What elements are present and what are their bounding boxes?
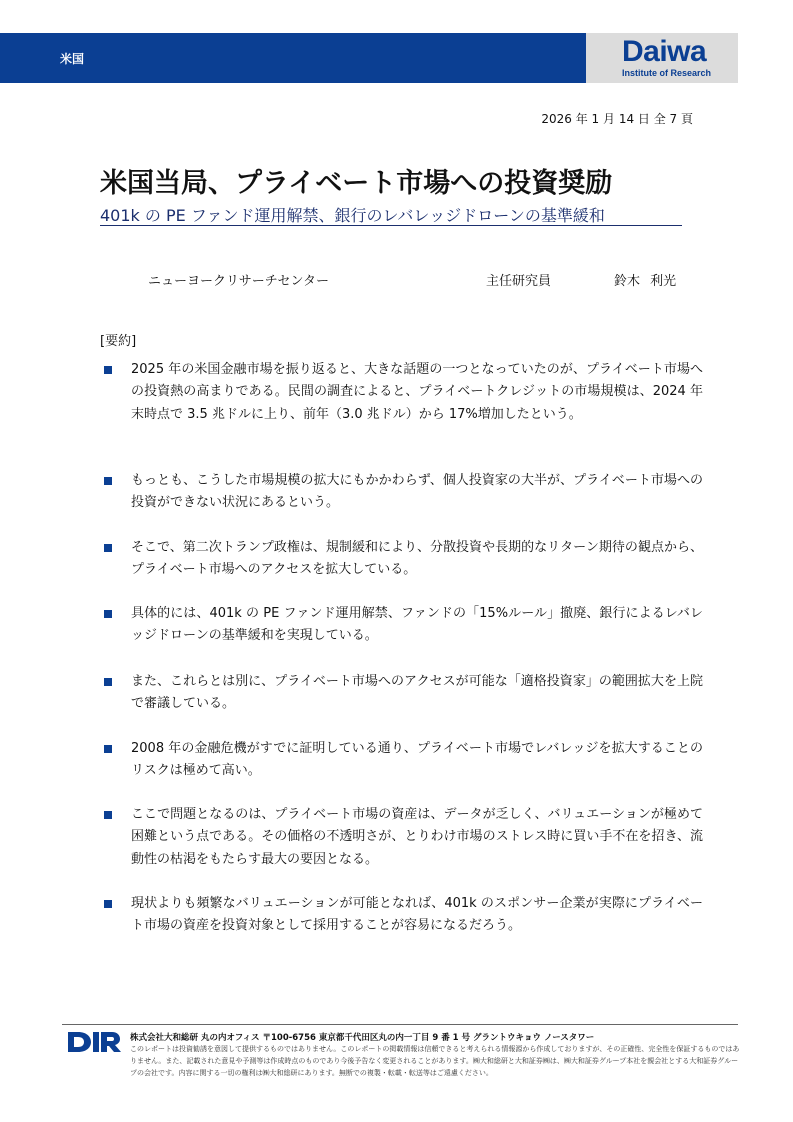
logo-subtitle: Institute of Research <box>622 68 712 78</box>
bullet-text: 2025 年の米国金融市場を振り返ると、大きな話題の一つとなっていたのが、プライベート市場への投資熱の高まりである。民間の調査によると、プライベートクレジットの市場規模は、2024 年末時点で 3.5 兆ドルに上り、前年（3.0 兆ドル）から 17%増加したという。 <box>131 362 703 422</box>
dir-logo <box>66 1031 122 1053</box>
page-title: 米国当局、プライベート市場への投資奨励 <box>100 168 613 199</box>
bullet-square-icon <box>104 745 112 753</box>
footer-disclaimer: このレポートは投資勧誘を意図して提供するものではありません。このレポートの掲載情報は信頼できると考えられる情報源から作成しておりますが、その正確性、完全性を保証するものではありません。また、記載された意見や予測等は作成時点のものであり今後予告なく変更されることがあります。㈱大和総研と大和証券㈱は、㈱大和証券グループ本社を親会社とする大和証券グループの会社です。内容に関する一切の権利は㈱大和総研にあります。無断での複製・転載・転送等はご遠慮ください。 <box>130 1045 740 1077</box>
bullet-text: 2008 年の金融危機がすでに証明している通り、プライベート市場でレバレッジを拡大することのリスクは極めて高い。 <box>131 741 703 779</box>
page-subtitle: 401k の PE ファンド運用解禁、銀行のレバレッジドローンの基準緩和 <box>100 206 605 225</box>
daiwa-logo <box>586 33 738 83</box>
subtitle-underline <box>100 225 682 226</box>
date-and-pages: 2026 年 1 月 14 日 全 7 頁 <box>541 112 693 126</box>
bullet-text: 具体的には、401k の PE ファンド運用解禁、ファンドの「15%ルール」撤廃、銀行によるレバレッジドローンの基準緩和を実現している。 <box>131 606 703 644</box>
bullet-square-icon <box>104 610 112 618</box>
bullet-text: また、これらとは別に、プライベート市場へのアクセスが可能な「適格投資家」の範囲拡大を上院で審議している。 <box>131 674 703 712</box>
bullet-text: そこで、第二次トランプ政権は、規制緩和により、分散投資や長期的なリターン期待の観点から、プライベート市場へのアクセスを拡大している。 <box>131 540 703 578</box>
bullet-text: ここで問題となるのは、プライベート市場の資産は、データが乏しく、バリュエーションが極めて困難という点である。その価格の不透明さが、とりわけ市場のストレス時に買い手不在を招き、流動性の枯渇をもたらす最大の要因となる。 <box>131 807 703 867</box>
bullet-square-icon <box>104 900 112 908</box>
bullet-square-icon <box>104 477 112 485</box>
bullet-square-icon <box>104 366 112 374</box>
bullet-text: もっとも、こうした市場規模の拡大にもかかわらず、個人投資家の大半が、プライベート市場への投資ができない状況にあるという。 <box>131 473 703 511</box>
region-label: 米国 <box>60 52 85 66</box>
bullet-square-icon <box>104 544 112 552</box>
logo-wordmark: Daiwa <box>622 35 707 68</box>
bullet-text: 現状よりも頻繁なバリュエーションが可能となれば、401k のスポンサー企業が実際にプライベート市場の資産を投資対象として採用することが容易になるだろう。 <box>131 896 703 934</box>
footer-divider <box>62 1024 738 1025</box>
author-department: ニューヨークリサーチセンター <box>148 274 329 289</box>
author-name: 鈴木 利光 <box>614 274 677 289</box>
bullet-square-icon <box>104 678 112 686</box>
bullet-square-icon <box>104 811 112 819</box>
footer-company-address: 株式会社大和総研 丸の内オフィス 〒100-6756 東京都千代田区丸の内一丁目 9 番 1 号 グラントウキョウ ノースタワー <box>130 1033 595 1043</box>
header-bar <box>0 33 586 83</box>
author-role: 主任研究員 <box>486 274 552 289</box>
summary-heading: [要約] <box>100 334 137 349</box>
